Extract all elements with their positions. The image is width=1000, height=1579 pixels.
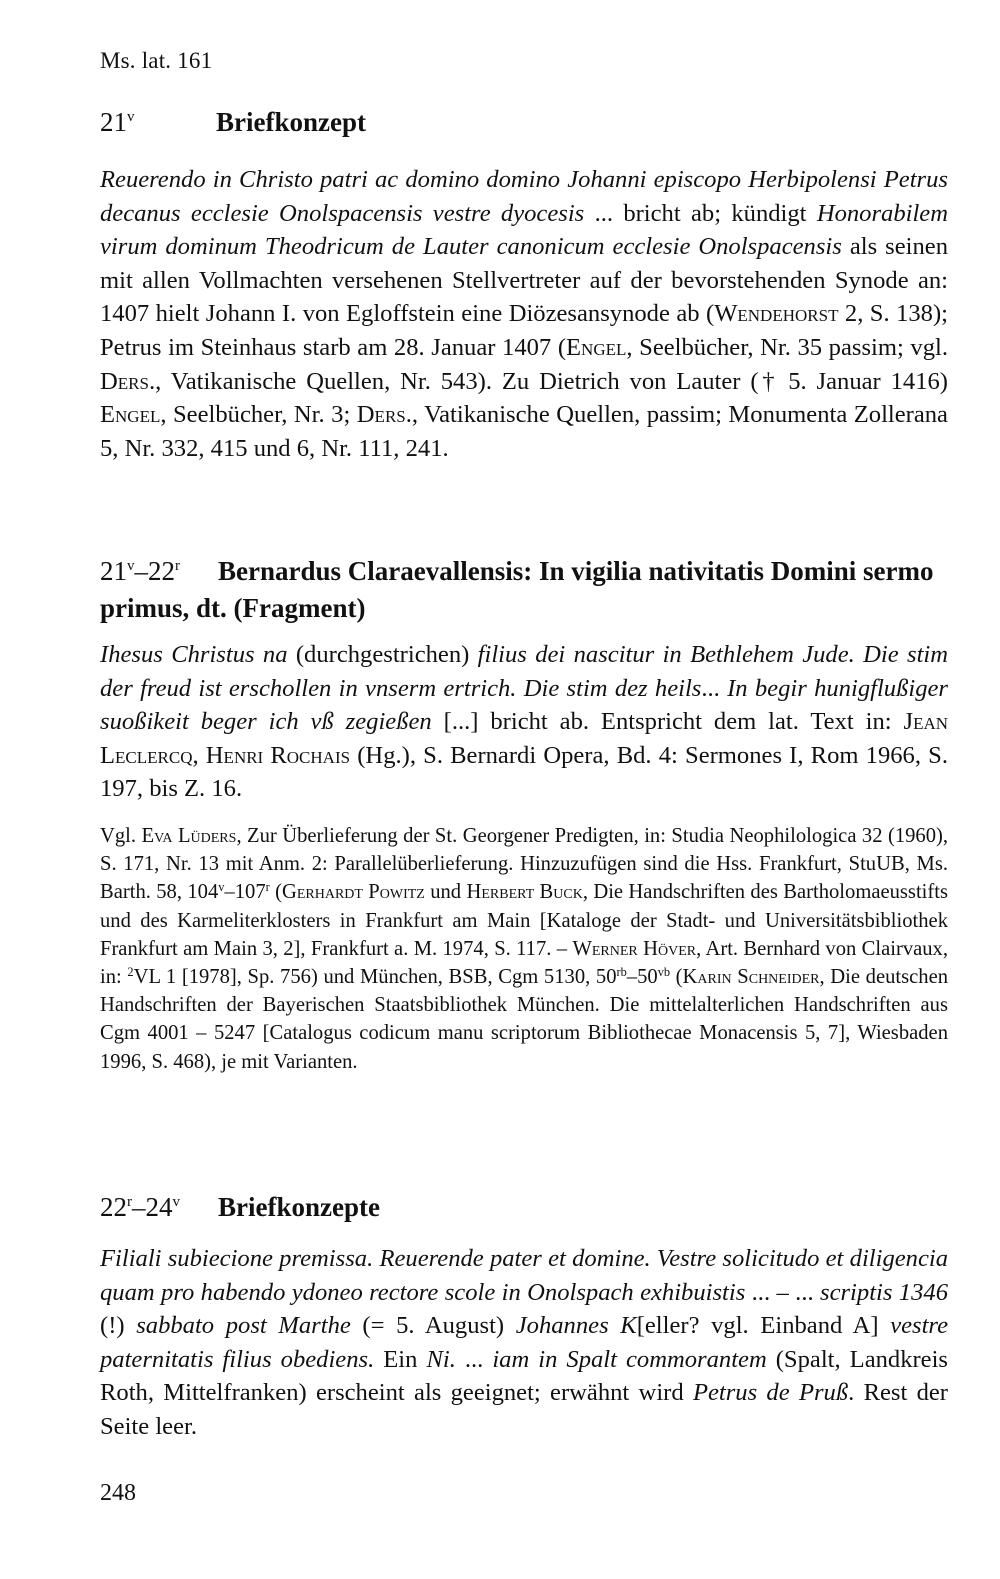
entry-description: Ihesus Christus na (durchgestrichen) filius dei nascitur in Bethlehem Jude. Die stim der freud ist erschollen in vnserm ertrich. Die stim dez heils... In begir hunigflußiger suoßikeit beger ich vß zegießen [...] bricht ab. Entspricht dem lat. Text in: Jean Leclercq, Henri Rochais (Hg.), S. Bernardi Opera, Bd. 4: Sermones I, Rom 1966, S. 197, bis Z. 16. (100, 641, 949, 803)
folio-reference: 21$^v$–22$^r$ (100, 556, 180, 586)
entry-literature-note: Vgl. Eva Lüders, Zur Überlieferung der St. Georgener Predigten, in: Studia Neophilologica 32 (1960), S. 171, Nr. 13 mit Anm. 2: Parallelüberlieferung. Hinzuzufügen sind die Hss. Frankfurt, StuUB, Ms. Barth. 58, 104$^v$–107$^r$ (Gerhardt Powitz und Herbert Buck, Die Handschriften des Bartholomaeusstifts und des Karmeliterklosters in Frankfurt am Main [Kataloge der Stadt- und Universitätsbibliothek Frankfurt am Main 3, 2], Frankfurt a. M. 1974, S. 117. – Werner Höver, Art. Bernhard von Clairvaux, in: $^2$VL 1 [1978], Sp. 756) und München, BSB, Cgm 5130, $50^{rb}-50^{vb}$ (Karin Schneider, Die deutschen Handschriften der Bayerischen Staatsbibliothek München. Die mittelalterlichen Handschriften aus Cgm 4001 – 5247 [Catalogus codicum manu scriptorum Bibliothecae Monacensis 5, 7], Wiesbaden 1996, S. 468), je mit Varianten. (100, 824, 949, 1073)
entry-briefkonzept (100, 104, 948, 465)
folio-reference: 21$^v$ (100, 107, 135, 137)
entry-description: Filiali subiecione premissa. Reuerende pater et domine. Vestre solicitudo et diligencia quam pro habendo ydoneo rectore scole in Onolspach exhibuistis ... – ... scriptis 1346 (!) sabbato post Marthe (= 5. August) Johannes K[eller? vgl. Einband A] vestre paternitatis filius obediens. Ein Ni. ... iam in Spalt commorantem (Spalt, Landkreis Roth, Mittelfranken) erscheint als geeignet; erwähnt wird Petrus de Pruß. Rest der Seite leer. (100, 1245, 949, 1440)
page-number: 248 (100, 1480, 136, 1506)
folio-reference: 22$^r$–24$^v$ (100, 1192, 180, 1222)
running-head: Ms. lat. 161 (100, 48, 213, 73)
entry-description: Reuerendo in Christo patri ac domino domino Johanni episcopo Herbipolensi Petrus decanus ecclesie Onolspacensis vestre dyocesis ... bricht ab; kündigt Honorabilem virum dominum Theodricum de Lauter canonicum ecclesie Onolspacensis als seinen mit allen Vollmachten versehenen Stellvertreter auf der bevorstehenden Synode an: 1407 hielt Johann I. von Egloffstein eine Diözesansynode ab (Wendehorst 2, S. 138); Petrus im Steinhaus starb am 28. Januar 1407 (Engel, Seelbücher, Nr. 35 passim; vgl. Ders., Vatikanische Quellen, Nr. 543). Zu Dietrich von Lauter († 5. Januar 1416) Engel, Seelbücher, Nr. 3; Ders., Vatikanische Quellen, passim; Monumenta Zollerana 5, Nr. 332, 415 und 6, Nr. 111, 241. (100, 166, 949, 462)
entry-title: Briefkonzepte (218, 1192, 380, 1222)
entry-heading (100, 1189, 948, 1226)
entry-heading (100, 104, 948, 141)
entry-briefkonzepte (100, 1189, 948, 1444)
entry-title: Briefkonzept (216, 107, 366, 137)
entry-heading (100, 553, 948, 627)
entry-bernardus-sermo (100, 553, 948, 1076)
entry-title: Bernardus Claraevallensis: In vigilia nativitatis Domini sermo primus, dt. (Fragment) (100, 556, 934, 623)
